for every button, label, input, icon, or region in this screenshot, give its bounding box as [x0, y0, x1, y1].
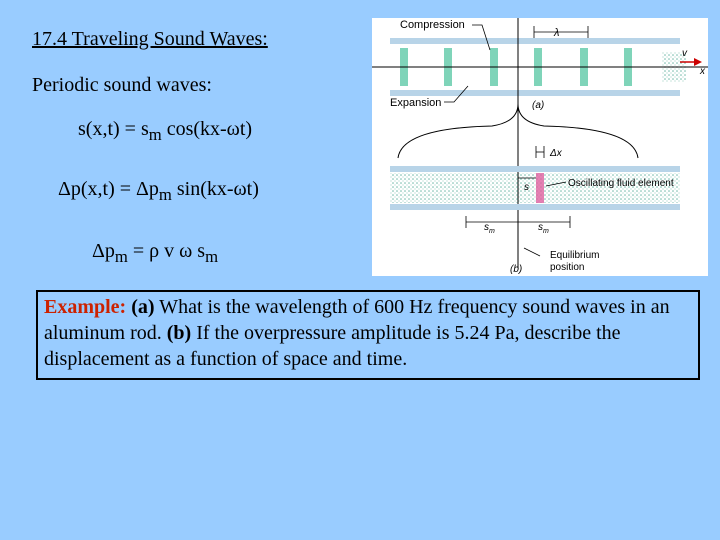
sm-left-label: $s_m$ [484, 222, 495, 235]
delta-x-label: Δx [550, 148, 562, 159]
part-b-marker: (b) [166, 322, 192, 344]
pressure-equation: $\Delta p(x,t) = \Delta p_m$ sin(kx-ωt) [58, 178, 259, 204]
position-label: position [550, 262, 585, 273]
velocity-label: v [682, 48, 687, 59]
sound-wave-diagram [372, 18, 708, 276]
compression-label: Compression [400, 19, 465, 31]
sm-right-label: $s_m$ [538, 222, 549, 235]
example-box [36, 290, 700, 380]
part-a-label: (a) [532, 100, 545, 111]
oscillating-element-label: Oscillating fluid element [568, 178, 674, 189]
equilibrium-label: Equilibrium [550, 250, 600, 261]
s-label: s [524, 182, 529, 193]
slide-title: 17.4 Traveling Sound Waves: [32, 28, 268, 50]
lambda-label: λ [554, 27, 560, 39]
part-a-marker: (a) [131, 296, 155, 318]
example-text-a: What is the wavelength of 600 Hz frequency sound waves in an aluminum rod. [44, 296, 670, 344]
displacement-equation: $s(x,t) = s_m$ cos(kx-ωt) [78, 118, 253, 144]
expansion-label: Expansion [390, 97, 442, 109]
sound-wave-figure [372, 18, 708, 276]
slide-subtitle: Periodic sound waves: [32, 74, 212, 96]
x-axis-label: x [700, 66, 705, 77]
amplitude-relation-equation: $\Delta p_m = \rho$ v ω $s_m$ [92, 240, 219, 266]
part-b-label: (b) [510, 264, 523, 275]
example-label: Example: [44, 296, 127, 318]
example-text-b: If the overpressure amplitude is 5.24 Pa, describe the displacement as a function of space and time. [44, 322, 621, 370]
